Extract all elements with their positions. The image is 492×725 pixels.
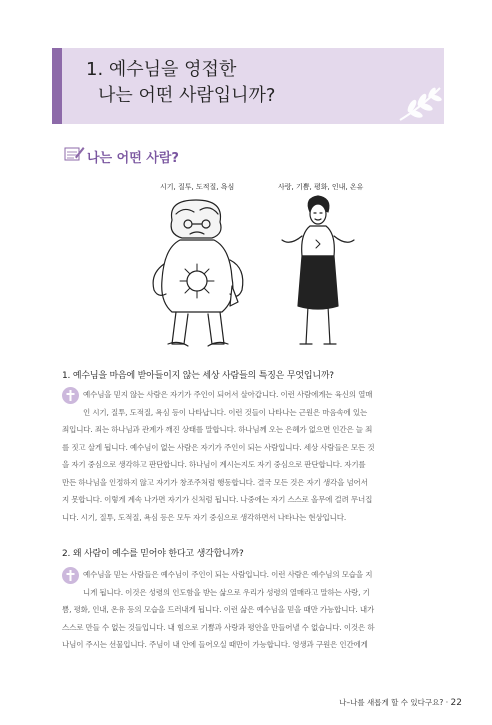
answer-2 [62, 566, 442, 654]
question-2: 2. 왜 사람이 예수를 믿어야 한다고 생각합니까? [62, 549, 244, 559]
chapter-title-line2: 나는 어떤 사람입니까? [98, 85, 276, 106]
answer-1-line: 을 자기 중심으로 생각하고 판단합니다. 하나님이 계시는지도 자기 중심으로 판단합니다. 자기를 [62, 460, 366, 469]
answer-1 [62, 386, 442, 526]
answer-1-line: 니다. 시기, 질투, 도적질, 욕심 등은 모두 자기 중심으로 생각하면서 나타나는 현상입니다. [62, 512, 347, 522]
question-1: 1. 예수님을 마음에 받아들이지 않는 세상 사람들의 특징은 무엇입니까? [62, 371, 334, 381]
answer-2-line: 나님이 주시는 선물입니다. 주님이 내 안에 들어오실 때만이 가능합니다. 영생과 구원은 인간에게 [62, 640, 368, 649]
chapter-title [86, 57, 276, 109]
page-footer [339, 697, 462, 708]
leaf-decoration-icon [396, 82, 444, 124]
answer-1-line: 지 못합니다. 이렇게 계속 나가면 자기가 신처럼 됩니다. 나중에는 자기 스스로 올무에 걸려 무너집 [62, 495, 373, 504]
answer-1-line: 죄입니다. 죄는 하나님과 관계가 깨진 상태를 말합니다. 하나님께 오는 은혜가 없으면 인간은 늘 죄 [62, 425, 373, 434]
cartoon-illustration [150, 194, 360, 360]
cross-icon [62, 567, 79, 584]
pencil-note-icon [63, 144, 85, 164]
answer-1-line: 만든 하나님을 인정하지 않고 자기가 창조주처럼 행동합니다. 결국 모든 것은 자기 생각을 넘어서 [62, 477, 368, 487]
chapter-title-line1: 1. 예수님을 영접한 [86, 59, 237, 80]
illustration-caption-right: 사랑, 기쁨, 평화, 인내, 온유 [278, 183, 364, 191]
illustration-caption-left: 시기, 질투, 도적질, 욕심 [160, 183, 235, 191]
answer-2-line: 예수님을 믿는 사람들은 예수님이 주인이 되는 사람입니다. 이런 사람은 예수님의 모습을 지 [83, 570, 373, 579]
answer-1-line: 인 시기, 질투, 도적질, 욕심 등이 나타납니다. 이런 것들이 나타나는 근원은 마음속에 있는 [83, 407, 368, 417]
running-title: 나–나를 새롭게 할 수 있다구요? [339, 698, 444, 707]
cross-icon [62, 387, 79, 404]
answer-2-line: 니게 됩니다. 이것은 성령의 인도함을 받는 삶으로 우리가 성령의 열매라고 말하는 사랑, 기 [83, 587, 370, 597]
page-number: 22 [450, 698, 462, 708]
answer-1-line: 예수님을 믿지 않는 사람은 자기가 주인이 되어서 살아갑니다. 이런 사람에게는 육신의 열매 [83, 390, 373, 399]
banner-accent-bar [52, 48, 62, 124]
footer-separator: · [445, 698, 449, 707]
answer-2-line: 스스로 만들 수 없는 것들입니다. 내 힘으로 기쁨과 사랑과 평안을 만들어낼 수 없습니다. 이것은 하 [62, 622, 375, 632]
answer-2-line: 쁨, 평화, 인내, 온유 등의 모습을 드러내게 됩니다. 이런 삶은 예수님을 믿을 때만 가능합니다. 내가 [62, 605, 375, 614]
section-title: 나는 어떤 사람? [87, 151, 179, 166]
answer-1-line: 를 짓고 살게 됩니다. 예수님이 없는 사람은 자기가 주인이 되는 사람입니다. 세상 사람들은 모든 것 [62, 442, 375, 452]
